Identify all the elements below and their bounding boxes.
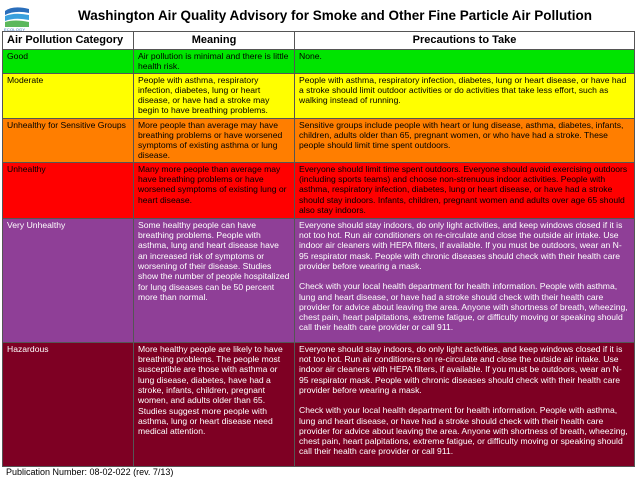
table-header-row [3,32,635,50]
category-cell: Unhealthy for Sensitive Groups [3,118,134,162]
category-cell: Good [3,50,134,74]
row-moderate [3,73,635,118]
precautions-text: Everyone should stay indoors, do only light activities, and keep windows closed if it is not too hot. Run air conditioners on re-circulate and close the outside air intake. Use indoor air cleaners with HEPA filters, if available. If you must be outdoors, wear an N-95 respirator mask. People with chronic diseases should check with their health care provider before wearing a mask. [299,219,623,271]
precautions-cell [295,342,635,466]
precautions-text: Sensitive groups include people with heart or lung disease, asthma, diabetes, infants, children, adults older than 65, pregnant women, or who have had a stroke. These people should limit time spent outdoors. [299,119,624,151]
ecology-logo-icon [3,3,31,29]
precautions-cell [295,118,635,162]
meaning-cell: People with asthma, respiratory infection, diabetes, lung or heart disease, or have had a stroke may begin to have breathing problems. [134,73,295,118]
precautions-text: None. [299,51,322,61]
page-title: Washington Air Quality Advisory for Smoke and Other Fine Particle Air Pollution [77,8,593,23]
row-unhealthy-sensitive [3,118,635,162]
air-quality-table [2,31,635,467]
meaning-cell: Air pollution is minimal and there is little health risk. [134,50,295,74]
precautions-cell [295,162,635,218]
category-cell: Very Unhealthy [3,218,134,342]
precautions-cell [295,50,635,74]
category-cell: Moderate [3,73,134,118]
header-meaning: Meaning [134,32,295,50]
row-very-unhealthy [3,218,635,342]
precautions-text: Everyone should stay indoors, do only light activities, and keep windows closed if it is not too hot. Run air conditioners on re-circulate and close the outside air intake. Use indoor air cleaners with HEPA filters, if available. If you must be outdoors, wear an N-95 respirator mask. People with chronic diseases should check with their health care provider before wearing a mask. [299,343,623,395]
category-cell: Hazardous [3,342,134,466]
precautions-text: Check with your local health department for health information. People with asthma, lung and heart disease, or have had a stroke should check with their health care provider for advice about leaving the area. Anyone with shortness of breath, wheezing, chest pain, heart palpitations, extreme fatigue, or difficulty moving or speaking should call their health care provider or call 911. [299,281,628,333]
precautions-text: People with asthma, respiratory infection, diabetes, lung or heart disease, or have had a stroke should limit outdoor activities or do activities that take less effort, such as walking instead of running. [299,74,627,106]
precautions-cell [295,73,635,118]
publication-number: Publication Number: 08-02-022 (rev. 7/13) [6,467,174,477]
precautions-text: Check with your local health department for health information. People with asthma, lung and heart disease, or have had a stroke should check with their health care provider for advice about leaving the area. Anyone with shortness of breath, wheezing, chest pain, heart palpitations, extreme fatigue, or difficulty moving or speaking should call their health care provider or call 911. [299,405,628,457]
row-good [3,50,635,74]
meaning-cell: More people than average may have breathing problems or have worsened symptoms of existing asthma or lung disease. [134,118,295,162]
meaning-cell: More healthy people are likely to have breathing problems. The people most susceptible are those with asthma or lung disease, diabetes, have had a stroke, infants, children, pregnant women, and adults older than 65. Studies suggest more people with asthma, lung or heart disease need medical attention. [134,342,295,466]
logo-text: ECOLOGY [4,27,26,32]
precautions-cell [295,218,635,342]
ecology-logo [3,3,31,29]
category-cell: Unhealthy [3,162,134,218]
meaning-cell: Some healthy people can have breathing problems. People with asthma, lung and heart disease have an increased risk of symptoms or worsening of their disease. Studies show the number of people hospitalized for lung diseases can be 50 percent more than normal. [134,218,295,342]
meaning-cell: Many more people than average may have breathing problems or have worsened symptoms of existing lung or heart disease. [134,162,295,218]
header-precautions: Precautions to Take [295,32,635,50]
row-unhealthy [3,162,635,218]
precautions-text: Everyone should limit time spent outdoors. Everyone should avoid exercising outdoors (including sports teams) and choose non-strenuous indoor activities. People with asthma, respiratory infection, diabetes, lung or heart disease, or have had a stroke should stay indoors. Infants, children, pregnant women and adults over age 65 should also stay indoors. [299,163,628,215]
header-category: Air Pollution Category [3,32,134,50]
row-hazardous [3,342,635,466]
